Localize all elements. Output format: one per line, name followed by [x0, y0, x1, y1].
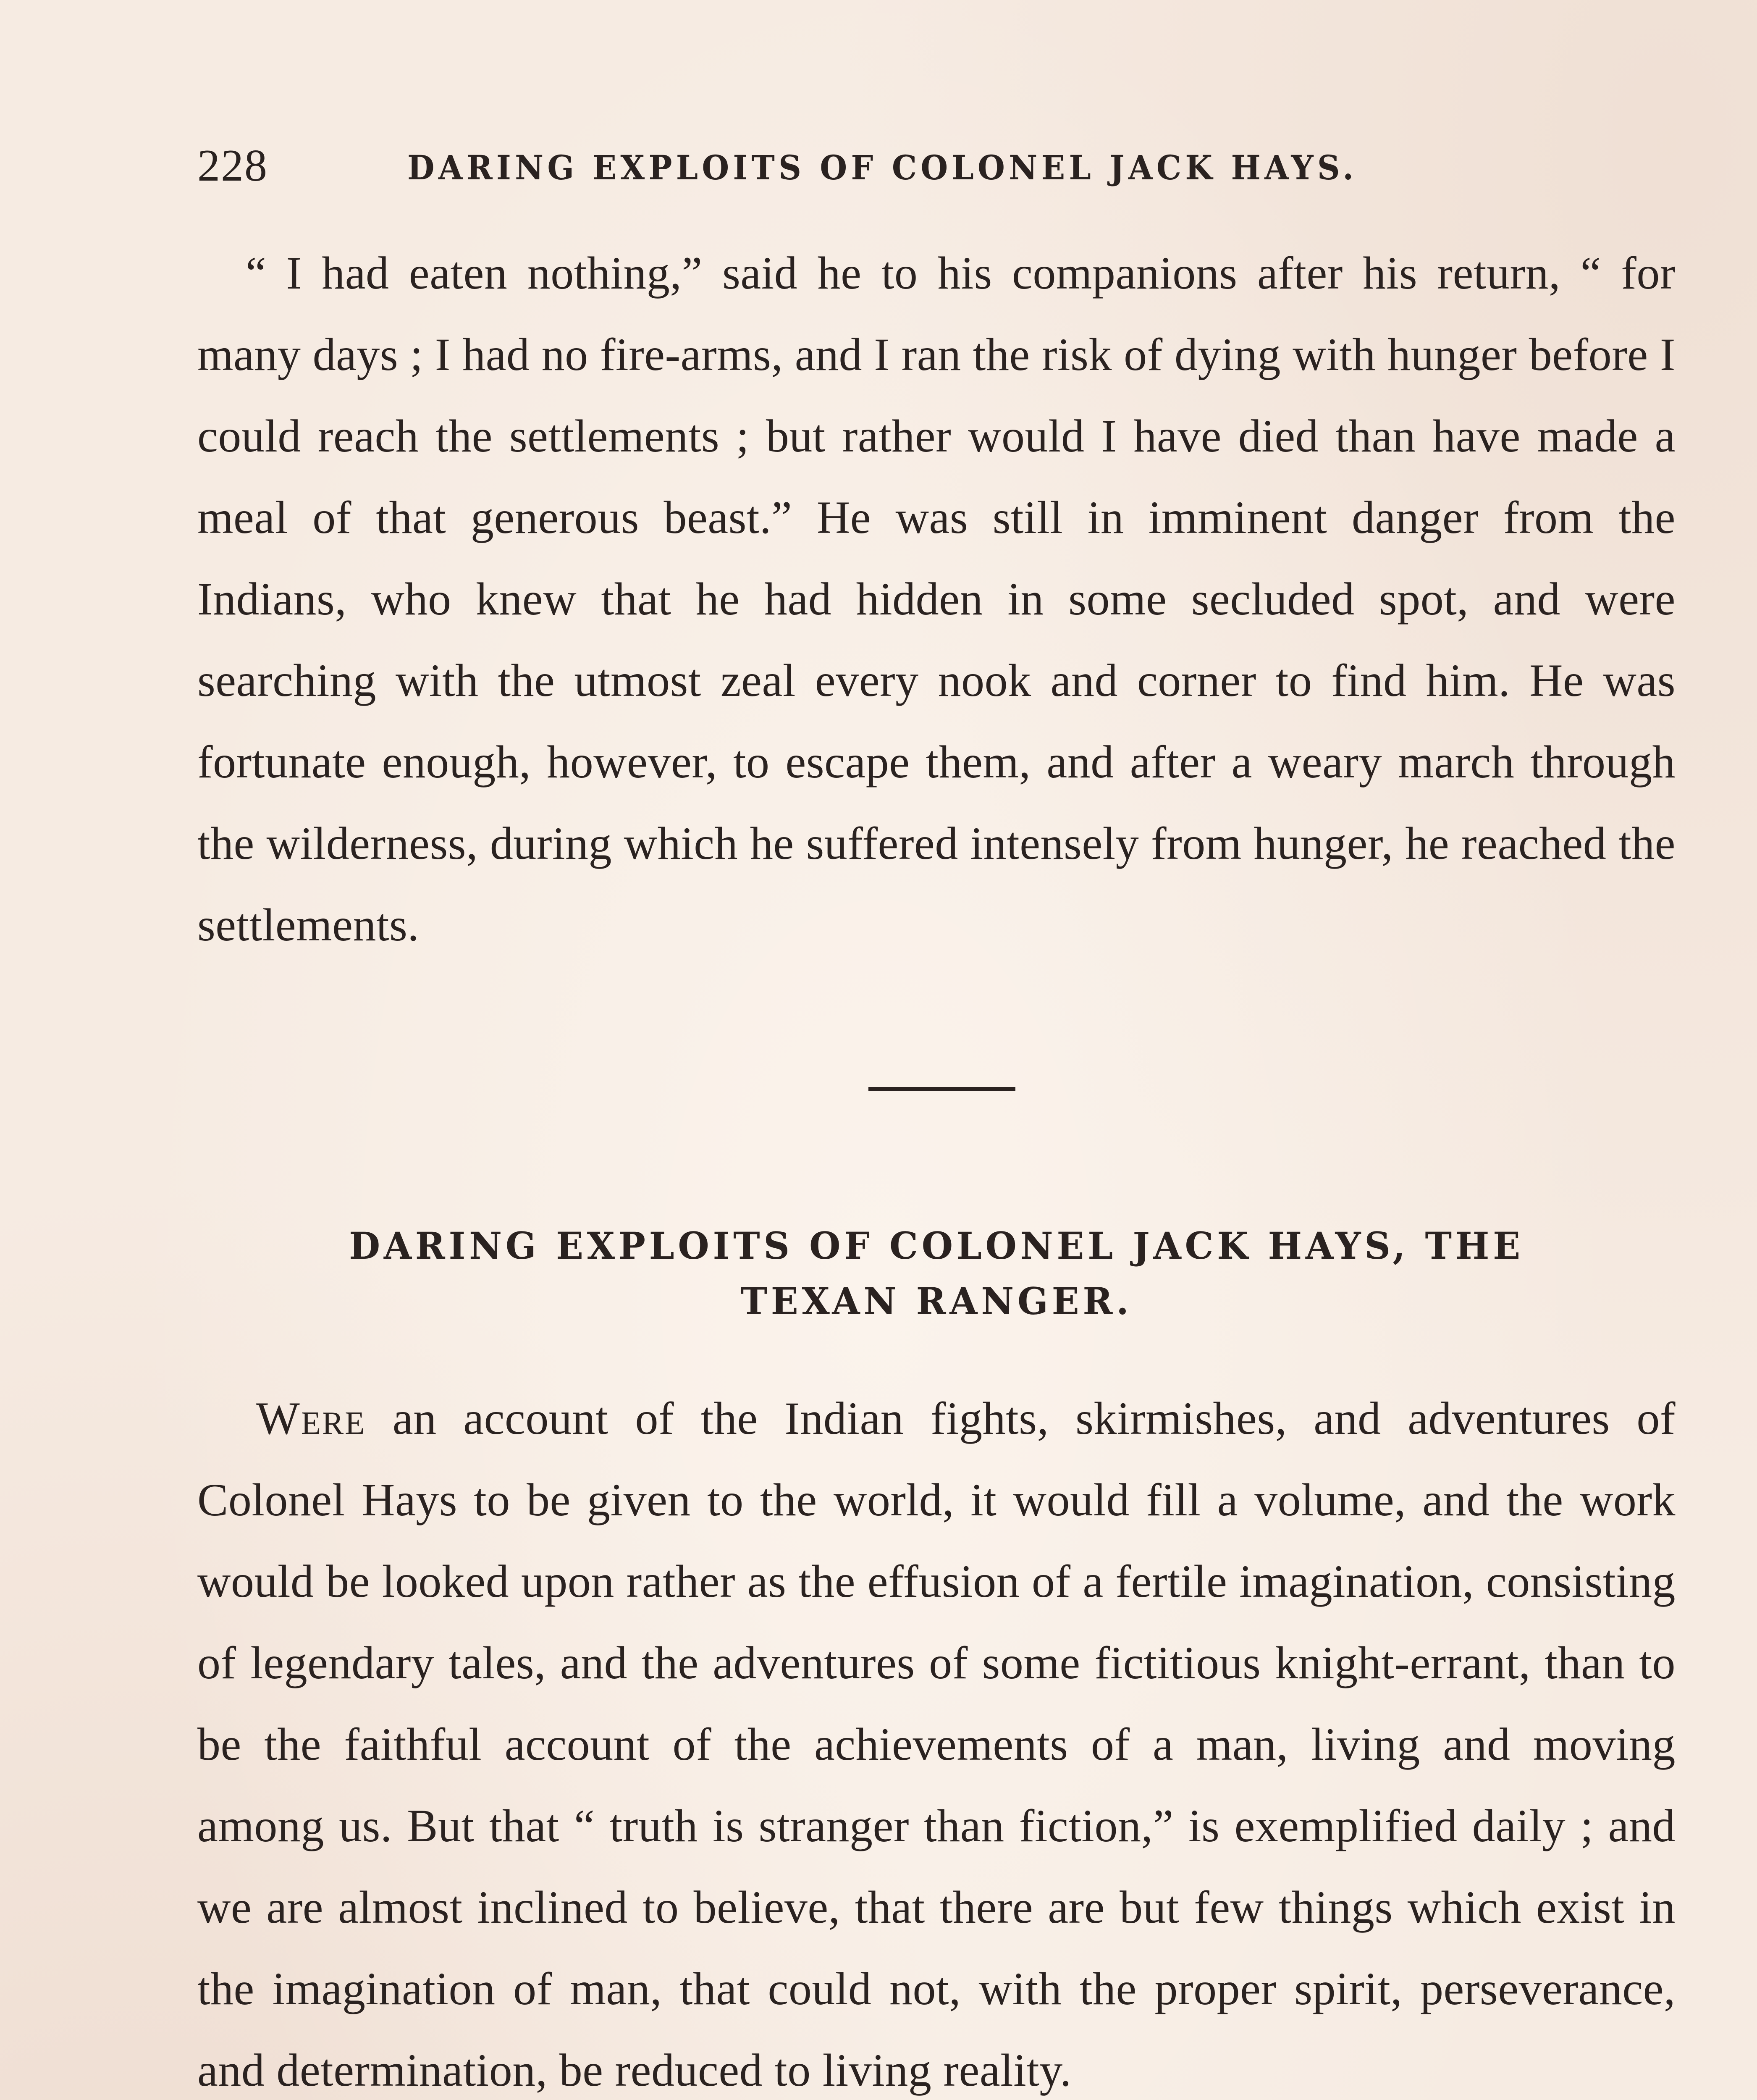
chapter-heading: [220, 1218, 1653, 1329]
text-block-top: [197, 232, 1676, 966]
running-head: [197, 134, 1676, 197]
text-block-bottom: [197, 1378, 1676, 2100]
section-divider: [868, 1087, 1015, 1091]
paragraph-2: [197, 1378, 1676, 2100]
paragraph-2-body: an account of the Indian fights, skirmishes, and adventures of Colonel Hays to be given to the world, it would fill a volume, and the work would be looked upon rather as the effusion of a fertile imagination, consisting of legendary tales, and the adventures of some fictitious knight-errant, than to be the faithful account of the achievements of a man, living and moving among us. But that “ truth is stranger than fiction,” is exemplified daily ; and we are almost inclined to believe, that there are but few things which exist in the imagination of man, that could not, with the proper spirit, perseverance, and determination, be reduced to living reality.: [197, 1393, 1676, 2096]
running-title: DARING EXPLOITS OF COLONEL JACK HAYS.: [407, 148, 1358, 187]
chapter-heading-line-1: DARING EXPLOITS OF COLONEL JACK HAYS, THE: [349, 1224, 1524, 1268]
chapter-heading-line-2: TEXAN RANGER.: [740, 1279, 1133, 1323]
paragraph-2-lead-word: Were: [256, 1393, 366, 1444]
paragraph-1: “ I had eaten nothing,” said he to his companions after his return, “ for many days ; I had no fire-arms, and I ran the risk of dying with hunger before I could reach the settlements ; but rather would I have died than have made a meal of that generous beast.” He was still in imminent danger from the Indians, who knew that he had hidden in some secluded spot, and were searching with the utmost zeal every nook and corner to find him. He was fortunate enough, however, to escape them, and after a weary march through the wilderness, during which he suffered intensely from hunger, he reached the settlements.: [197, 247, 1676, 950]
page-number: 228: [197, 141, 268, 191]
